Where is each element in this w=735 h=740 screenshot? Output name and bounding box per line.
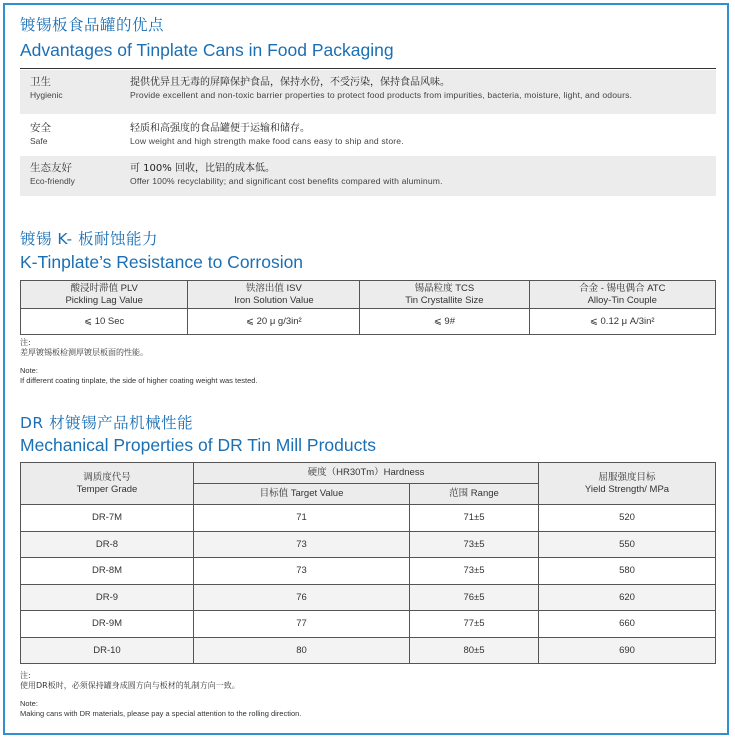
dr-note-label-cn: 注: xyxy=(20,671,31,680)
dr-cell-grade: DR-7M xyxy=(21,505,194,532)
corrosion-note-en: If different coating tinplate, the side of higher coating weight was tested. xyxy=(20,376,258,385)
corrosion-note-label-en: Note: xyxy=(20,366,38,375)
advantage-label-en: Safe xyxy=(30,136,48,146)
advantage-desc-cn: 轻质和高强度的食品罐便于运输和储存。 xyxy=(130,123,310,134)
corrosion-header-isv: 铁溶出值 ISV Iron Solution Value xyxy=(188,281,360,309)
advantages-title-en: Advantages of Tinplate Cans in Food Packaging xyxy=(20,40,394,60)
dr-cell-range: 73±5 xyxy=(409,531,538,558)
dr-header-temper: 调质度代号 Temper Grade xyxy=(21,463,194,505)
advantages-title-cn: 镀锡板食品罐的优点 xyxy=(20,16,165,34)
dr-header-range: 范围 Range xyxy=(409,484,538,505)
advantage-label-cn: 安全 xyxy=(30,122,51,134)
corrosion-header-plv: 酸浸时滞值 PLV Pickling Lag Value xyxy=(21,281,188,309)
dr-cell-target: 71 xyxy=(194,505,410,532)
corrosion-table xyxy=(20,280,716,335)
dr-header-yield: 屈服强度目标 Yield Strength/ MPa xyxy=(539,463,716,505)
corrosion-value-tcs: ⩽ 9# xyxy=(360,309,529,335)
dr-cell-range: 77±5 xyxy=(409,611,538,638)
dr-cell-yield: 580 xyxy=(539,558,716,585)
advantage-desc-cn: 提供优异且无毒的屏障保护食品，保持水份，不受污染，保持食品风味。 xyxy=(130,77,450,88)
dr-header-row xyxy=(21,463,716,484)
advantage-label-en: Eco-friendly xyxy=(30,176,75,186)
corrosion-value-row xyxy=(21,309,716,335)
dr-cell-target: 77 xyxy=(194,611,410,638)
advantage-row-hygienic xyxy=(20,70,716,114)
advantages-top-rule xyxy=(20,68,716,69)
dr-note-cn: 使用DR板时，必须保持罐身成圆方向与板材的轧制方向一致。 xyxy=(20,681,240,690)
advantage-label-cn: 卫生 xyxy=(30,76,51,88)
dr-cell-yield: 690 xyxy=(539,637,716,664)
advantage-row-eco-friendly xyxy=(20,156,716,196)
dr-title-cn: DR 材镀锡产品机械性能 xyxy=(20,414,194,432)
dr-cell-yield: 550 xyxy=(539,531,716,558)
corrosion-note xyxy=(20,338,258,386)
dr-cell-target: 73 xyxy=(194,531,410,558)
dr-header-hardness: 硬度（HR30Tm）Hardness xyxy=(194,463,539,484)
dr-cell-range: 80±5 xyxy=(409,637,538,664)
dr-cell-grade: DR-8 xyxy=(21,531,194,558)
dr-note-en: Making cans with DR materials, please pay a special attention to the rolling direction. xyxy=(20,709,302,718)
dr-note xyxy=(20,671,301,719)
corrosion-header-tcs: 锡晶粒度 TCS Tin Crystallite Size xyxy=(360,281,529,309)
table-row xyxy=(21,558,716,585)
advantage-desc-en: Offer 100% recyclability; and significant cost benefits compared with aluminum. xyxy=(130,176,443,186)
corrosion-value-plv: ⩽ 10 Sec xyxy=(21,309,188,335)
dr-cell-target: 73 xyxy=(194,558,410,585)
dr-cell-yield: 660 xyxy=(539,611,716,638)
dr-cell-grade: DR-9M xyxy=(21,611,194,638)
dr-cell-range: 76±5 xyxy=(409,584,538,611)
dr-cell-target: 80 xyxy=(194,637,410,664)
dr-cell-range: 73±5 xyxy=(409,558,538,585)
corrosion-title-en: K-Tinplate’s Resistance to Corrosion xyxy=(20,252,304,272)
dr-cell-yield: 620 xyxy=(539,584,716,611)
corrosion-value-isv: ⩽ 20 μ g/3in² xyxy=(188,309,360,335)
advantage-desc-en: Low weight and high strength make food cans easy to ship and store. xyxy=(130,136,404,146)
dr-note-label-en: Note: xyxy=(20,699,38,708)
dr-header-target: 目标值 Target Value xyxy=(194,484,410,505)
dr-cell-grade: DR-10 xyxy=(21,637,194,664)
table-row xyxy=(21,611,716,638)
corrosion-header-atc: 合金 - 锡电偶合 ATC Alloy-Tin Couple xyxy=(529,281,715,309)
table-row xyxy=(21,531,716,558)
advantage-desc-en: Provide excellent and non-toxic barrier properties to protect food products from impurities, bacteria, moisture, light, and odours. xyxy=(130,90,633,100)
advantage-label-en: Hygienic xyxy=(30,90,63,100)
advantage-desc-cn: 可 100% 回收，比铝的成本低。 xyxy=(130,163,275,174)
corrosion-header-row xyxy=(21,281,716,309)
table-row xyxy=(21,505,716,532)
table-row xyxy=(21,584,716,611)
advantage-row-safe xyxy=(20,116,716,154)
corrosion-note-label-cn: 注: xyxy=(20,338,31,347)
table-row xyxy=(21,637,716,664)
dr-table xyxy=(20,462,716,664)
corrosion-note-cn: 差厚镀锡板检测厚镀层板面的性能。 xyxy=(20,348,148,357)
dr-cell-yield: 520 xyxy=(539,505,716,532)
advantage-label-cn: 生态友好 xyxy=(30,162,72,174)
dr-cell-range: 71±5 xyxy=(409,505,538,532)
dr-cell-grade: DR-9 xyxy=(21,584,194,611)
dr-title-en: Mechanical Properties of DR Tin Mill Products xyxy=(20,435,376,455)
corrosion-title-cn: 镀锡 K- 板耐蚀能力 xyxy=(20,230,158,248)
dr-cell-grade: DR-8M xyxy=(21,558,194,585)
corrosion-value-atc: ⩽ 0.12 μ A/3in² xyxy=(529,309,715,335)
dr-cell-target: 76 xyxy=(194,584,410,611)
